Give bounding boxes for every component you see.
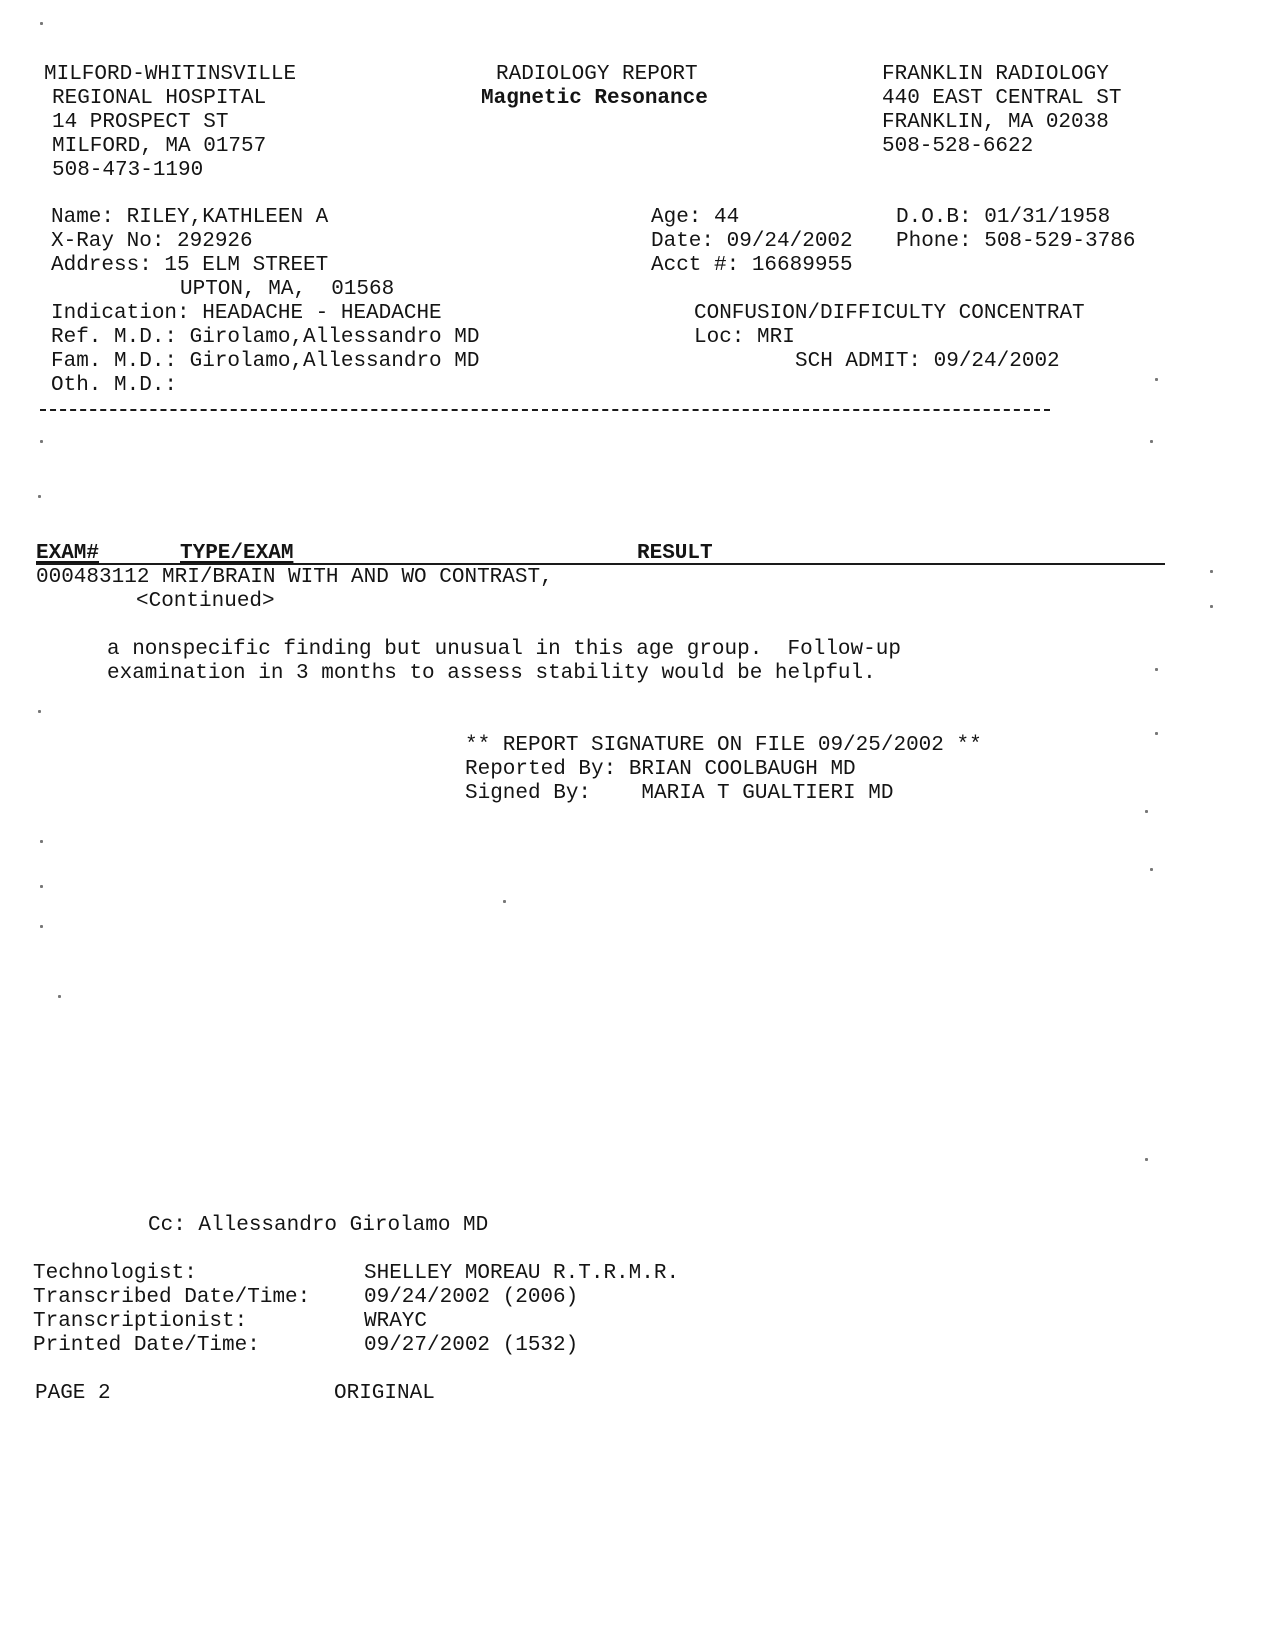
reported-by: Reported By: BRIAN COOLBAUGH MD — [465, 758, 856, 781]
scan-speck — [1210, 570, 1213, 573]
page-number: PAGE 2 — [35, 1382, 111, 1405]
patient-phone: Phone: 508-529-3786 — [896, 230, 1136, 253]
header-separator — [40, 409, 1050, 411]
scan-speck — [503, 900, 506, 903]
patient-indication: Indication: HEADACHE - HEADACHE — [51, 302, 442, 325]
scan-speck — [40, 440, 43, 443]
exam-row: 000483112 MRI/BRAIN WITH AND WO CONTRAST, — [36, 566, 553, 589]
findings-line1: a nonspecific finding but unusual in this age group. Follow-up — [107, 638, 901, 661]
patient-age: Age: 44 — [651, 206, 740, 229]
patient-xray-no: X-Ray No: 292926 — [51, 230, 253, 253]
continued-label: <Continued> — [136, 590, 275, 613]
radiology-name: FRANKLIN RADIOLOGY — [882, 63, 1109, 86]
patient-address: Address: 15 ELM STREET — [51, 254, 329, 277]
technologist-label: Technologist: — [33, 1262, 197, 1285]
scan-speck — [40, 840, 43, 843]
transcriptionist-value: WRAYC — [364, 1310, 428, 1333]
scan-speck — [1210, 605, 1213, 608]
printed-label: Printed Date/Time: — [33, 1334, 260, 1357]
scan-speck — [1155, 732, 1158, 735]
patient-address-city: UPTON, MA, 01568 — [180, 278, 395, 301]
scan-speck — [58, 995, 61, 998]
cc-line: Cc: Allessandro Girolamo MD — [148, 1214, 489, 1237]
patient-sch-admit: SCH ADMIT: 09/24/2002 — [795, 350, 1060, 373]
patient-oth-md: Oth. M.D.: — [51, 374, 178, 397]
transcribed-value: 09/24/2002 (2006) — [364, 1286, 579, 1309]
scan-speck — [1155, 378, 1158, 381]
transcriptionist-label: Transcriptionist: — [33, 1310, 248, 1333]
scan-speck — [1150, 440, 1153, 443]
signed-by: Signed By: MARIA T GUALTIERI MD — [465, 782, 894, 805]
transcribed-label: Transcribed Date/Time: — [33, 1286, 311, 1309]
scan-speck — [38, 710, 41, 713]
scan-speck — [1145, 1158, 1148, 1161]
patient-date: Date: 09/24/2002 — [651, 230, 853, 253]
findings-line2: examination in 3 months to assess stability would be helpful. — [107, 662, 876, 685]
patient-ref-md: Ref. M.D.: Girolamo,Allessandro MD — [51, 326, 480, 349]
col-result-header: RESULT — [637, 542, 713, 565]
patient-loc: Loc: MRI — [694, 326, 795, 349]
hospital-street: 14 PROSPECT ST — [52, 111, 229, 134]
radiology-street: 440 EAST CENTRAL ST — [882, 87, 1122, 110]
hospital-phone: 508-473-1190 — [52, 159, 204, 182]
scan-speck — [1155, 668, 1158, 671]
patient-confusion: CONFUSION/DIFFICULTY CONCENTRAT — [694, 302, 1085, 325]
patient-name: Name: RILEY,KATHLEEN A — [51, 206, 329, 229]
radiology-phone: 508-528-6622 — [882, 135, 1034, 158]
hospital-name-line1: MILFORD-WHITINSVILLE — [44, 63, 297, 86]
original-label: ORIGINAL — [334, 1382, 435, 1405]
hospital-name-line2: REGIONAL HOSPITAL — [52, 87, 267, 110]
patient-fam-md: Fam. M.D.: Girolamo,Allessandro MD — [51, 350, 480, 373]
report-title: RADIOLOGY REPORT — [496, 63, 698, 86]
printed-value: 09/27/2002 (1532) — [364, 1334, 579, 1357]
scan-speck — [40, 885, 43, 888]
scan-speck — [1150, 868, 1153, 871]
radiology-city: FRANKLIN, MA 02038 — [882, 111, 1109, 134]
scan-speck — [40, 22, 43, 25]
scan-speck — [38, 495, 41, 498]
signature-on-file: ** REPORT SIGNATURE ON FILE 09/25/2002 ** — [465, 734, 982, 757]
hospital-city: MILFORD, MA 01757 — [52, 135, 267, 158]
table-header-rule — [36, 563, 1165, 565]
technologist-value: SHELLEY MOREAU R.T.R.M.R. — [364, 1262, 680, 1285]
scan-speck — [40, 925, 43, 928]
col-type-header: TYPE/EXAM — [180, 542, 294, 565]
scan-speck — [1145, 810, 1148, 813]
report-subtitle: Magnetic Resonance — [481, 87, 708, 110]
patient-dob: D.O.B: 01/31/1958 — [896, 206, 1111, 229]
patient-acct: Acct #: 16689955 — [651, 254, 853, 277]
col-exam-header: EXAM# — [36, 542, 100, 565]
